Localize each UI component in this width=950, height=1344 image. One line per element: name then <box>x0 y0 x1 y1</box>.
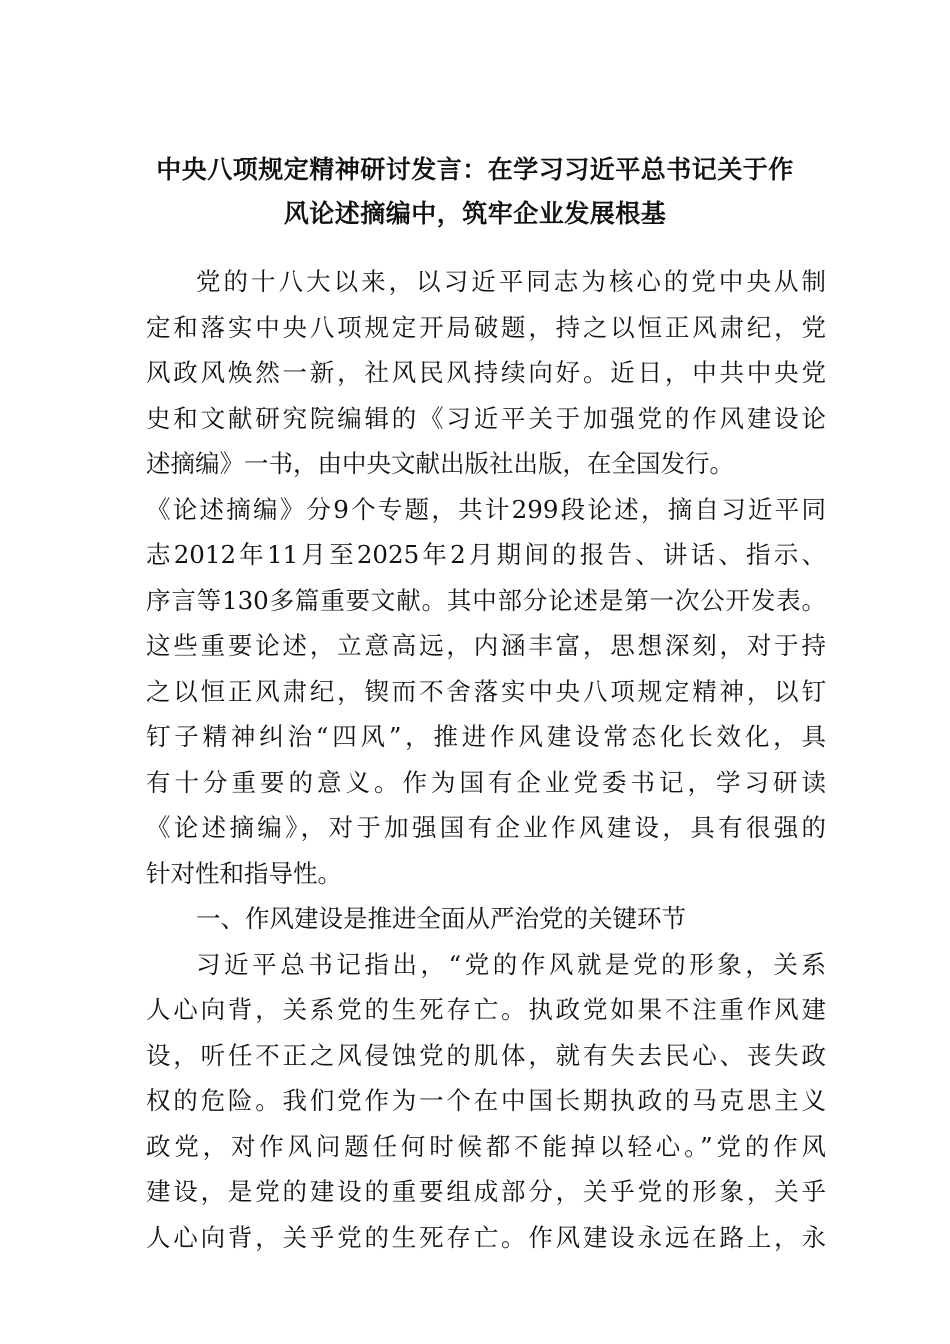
paragraph-line: 人心向背，关乎党的生死存亡。作风建设永远在路上，永 <box>146 1222 826 1252</box>
paragraph-line: 建设，是党的建设的重要组成部分，关乎党的形象，关乎 <box>146 1177 826 1206</box>
paragraph-line: 设，听任不正之风侵蚀党的肌体，就有失去民心、丧失政 <box>146 1040 826 1070</box>
paragraph-line: 权的危险。我们党作为一个在中国长期执政的马克思主义 <box>146 1086 826 1115</box>
paragraph-line: 党的十八大以来，以习近平同志为核心的党中央从制 <box>196 267 826 296</box>
title-line-1: 中央八项规定精神研讨发言：在学习习近平总书记关于作 <box>156 155 794 184</box>
paragraph-line: 这些重要论述，立意高远，内涵丰富，思想深刻，对于持 <box>146 631 826 660</box>
document-title <box>120 148 830 236</box>
paragraph-line: 针对性和指导性。 <box>146 858 342 888</box>
paragraph-line: 序言等130多篇重要文献。其中部分论述是第一次公开发表。 <box>146 585 826 615</box>
paragraph-line: 政党，对作风问题任何时候都不能掉以轻心。”党的作风 <box>146 1131 826 1161</box>
section-heading: 一、作风建设是推进全面从严治党的关键环节 <box>196 904 686 933</box>
paragraph-line: 定和落实中央八项规定开局破题，持之以恒正风肃纪，党 <box>146 312 826 342</box>
title-line-2: 风论述摘编中，筑牢企业发展根基 <box>283 199 667 228</box>
paragraph-line: 述摘编》一书，由中央文献出版社出版，在全国发行。 <box>146 449 734 478</box>
paragraph-line: 《论述摘编》分9个专题，共计299段论述，摘自习近平同 <box>146 494 826 524</box>
document-body <box>146 259 826 1260</box>
paragraph-line: 风政风焕然一新，社风民风持续向好。近日，中共中央党 <box>146 358 826 387</box>
paragraph-line: 钉子精神纠治“四风”，推进作风建设常态化长效化，具 <box>146 722 826 751</box>
paragraph-line: 人心向背，关系党的生死存亡。执政党如果不注重作风建 <box>146 995 826 1024</box>
paragraph-line: 之以恒正风肃纪，锲而不舍落实中央八项规定精神，以钉 <box>146 676 826 706</box>
paragraph-line: 史和文献研究院编辑的《习近平关于加强党的作风建设论 <box>146 403 826 433</box>
paragraph-line: 《论述摘编》，对于加强国有企业作风建设，具有很强的 <box>146 813 826 842</box>
paragraph-line: 习近平总书记指出，“党的作风就是党的形象，关系 <box>196 949 826 979</box>
paragraph-line: 有十分重要的意义。作为国有企业党委书记，学习研读 <box>146 767 826 797</box>
paragraph-line: 志2012年11月至2025年2月期间的报告、讲话、指示、 <box>146 540 826 569</box>
